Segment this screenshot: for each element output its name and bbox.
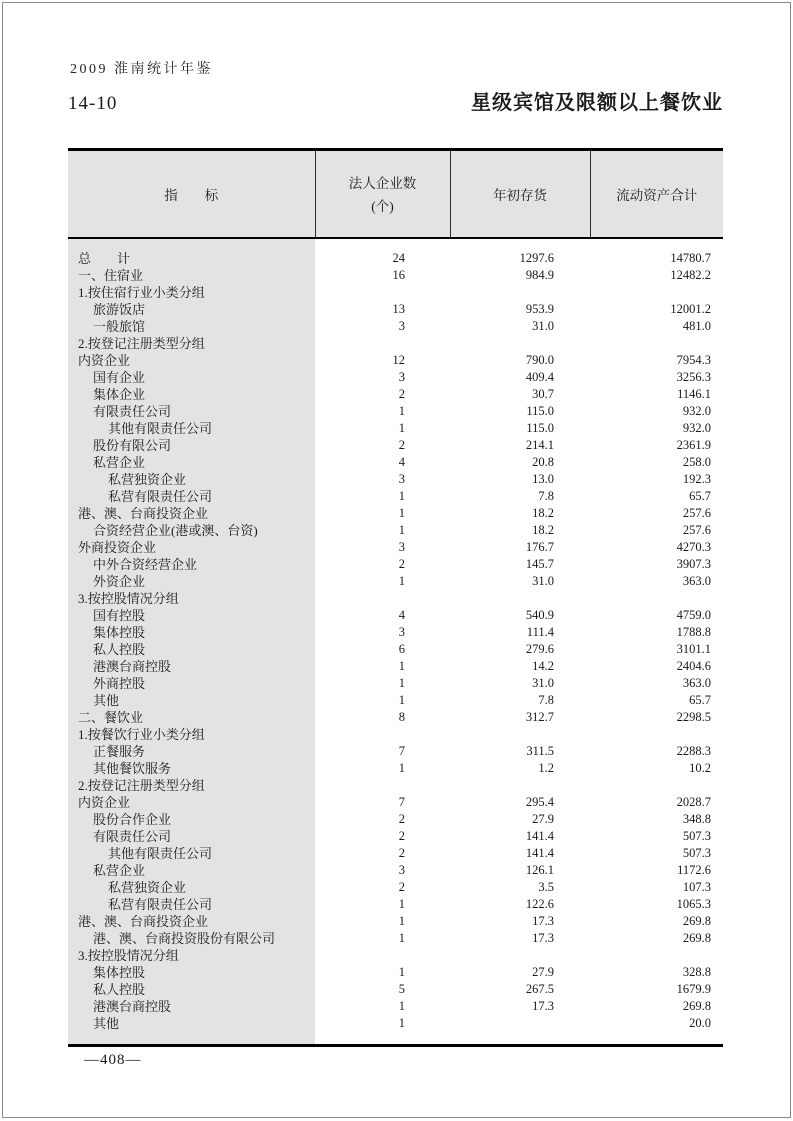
value-cell: 1: [398, 505, 405, 520]
value-cell: 481.0: [682, 318, 711, 333]
value-cell: 3: [398, 471, 405, 486]
value-cell: 65.7: [689, 692, 711, 707]
value-cell: [450, 284, 590, 301]
value-cell: 932.0: [682, 420, 711, 435]
table-row: [68, 930, 723, 947]
value-cell: 4759.0: [676, 607, 711, 622]
value-cell: 31.0: [532, 675, 554, 690]
value-cell: [450, 947, 590, 964]
indicator-cell: 国有控股: [68, 607, 315, 624]
value-cell: 790.0: [525, 352, 554, 367]
table-row: [68, 658, 723, 675]
column-header-indicator: 指 标: [68, 150, 315, 238]
value-cell: [450, 590, 590, 607]
value-cell: 7954.3: [676, 352, 711, 367]
value-cell: 1: [398, 522, 405, 537]
value-cell: 31.0: [532, 573, 554, 588]
table-row: [68, 794, 723, 811]
value-cell: 4: [398, 454, 405, 469]
table-row: [68, 590, 723, 607]
value-cell: 2: [398, 811, 405, 826]
column-header-enterprise-count-label: 法人企业数: [348, 176, 417, 192]
value-cell: 328.8: [682, 964, 711, 979]
value-cell: 2298.5: [676, 709, 711, 724]
value-cell: 1: [398, 760, 405, 775]
value-cell: 14780.7: [670, 250, 711, 265]
value-cell: 1: [398, 403, 405, 418]
value-cell: [450, 726, 590, 743]
value-cell: 312.7: [525, 709, 554, 724]
yearbook-title: 2009 淮南统计年鉴: [70, 62, 213, 77]
spacer-cell: [590, 238, 723, 250]
value-cell: 2288.3: [676, 743, 711, 758]
indicator-cell: 内资企业: [68, 794, 315, 811]
value-cell: 984.9: [525, 267, 554, 282]
indicator-cell: 其他有限责任公司: [68, 845, 315, 862]
table-row: [68, 607, 723, 624]
table-row: [68, 1015, 723, 1032]
value-cell: 27.9: [532, 964, 554, 979]
table-row: [68, 437, 723, 454]
value-cell: 267.5: [525, 981, 554, 996]
table-row: [68, 386, 723, 403]
indicator-cell: 二、餐饮业: [68, 709, 315, 726]
indicator-cell: 一、住宿业: [68, 267, 315, 284]
table-row: [68, 845, 723, 862]
value-cell: 3101.1: [676, 641, 711, 656]
value-cell: 5: [398, 981, 405, 996]
value-cell: 115.0: [526, 420, 554, 435]
spacer-cell: [450, 1032, 590, 1046]
value-cell: 257.6: [682, 505, 711, 520]
indicator-cell: 私营有限责任公司: [68, 896, 315, 913]
table-row: [68, 811, 723, 828]
value-cell: 279.6: [525, 641, 554, 656]
indicator-cell: 3.按控股情况分组: [68, 947, 315, 964]
indicator-cell: 集体企业: [68, 386, 315, 403]
value-cell: 1: [398, 488, 405, 503]
value-cell: [590, 726, 723, 743]
indicator-cell: 有限责任公司: [68, 828, 315, 845]
indicator-cell: 私营企业: [68, 862, 315, 879]
value-cell: 18.2: [532, 522, 554, 537]
column-header-enterprise-count-unit: (个): [371, 199, 394, 215]
value-cell: 1: [398, 675, 405, 690]
indicator-cell: 港澳台商控股: [68, 658, 315, 675]
value-cell: 3: [398, 369, 405, 384]
table-row: [68, 505, 723, 522]
value-cell: 126.1: [525, 862, 554, 877]
value-cell: [315, 590, 450, 607]
indicator-cell: 外资企业: [68, 573, 315, 590]
value-cell: 12001.2: [670, 301, 711, 316]
value-cell: 20.0: [689, 1015, 711, 1030]
value-cell: 540.9: [525, 607, 554, 622]
value-cell: 1: [398, 658, 405, 673]
indicator-cell: 3.按控股情况分组: [68, 590, 315, 607]
value-cell: [315, 335, 450, 352]
indicator-cell: 总 计: [68, 250, 315, 267]
spacer-cell: [450, 238, 590, 250]
table-row: [68, 624, 723, 641]
indicator-cell: 其他: [68, 1015, 315, 1032]
value-cell: 3907.3: [676, 556, 711, 571]
indicator-cell: 港、澳、台商投资企业: [68, 913, 315, 930]
spacer-cell: [315, 238, 450, 250]
value-cell: [315, 947, 450, 964]
spacer-cell: [315, 1032, 450, 1046]
value-cell: 2404.6: [676, 658, 711, 673]
indicator-cell: 私人控股: [68, 981, 315, 998]
indicator-cell: 旅游饭店: [68, 301, 315, 318]
spacer-cell: [68, 238, 315, 250]
value-cell: 3: [398, 539, 405, 554]
value-cell: 27.9: [532, 811, 554, 826]
value-cell: 8: [398, 709, 405, 724]
value-cell: 107.3: [682, 879, 711, 894]
value-cell: [450, 777, 590, 794]
table-row: [68, 369, 723, 386]
page-title: 星级宾馆及限额以上餐饮业: [471, 92, 723, 114]
value-cell: 2: [398, 556, 405, 571]
value-cell: 2: [398, 845, 405, 860]
value-cell: 953.9: [525, 301, 554, 316]
column-header-inventory: 年初存货: [450, 150, 590, 238]
table-row: [68, 947, 723, 964]
table-row: [68, 488, 723, 505]
indicator-cell: 中外合资经营企业: [68, 556, 315, 573]
indicator-cell: 港、澳、台商投资股份有限公司: [68, 930, 315, 947]
value-cell: 295.4: [525, 794, 554, 809]
indicator-cell: 私营独资企业: [68, 471, 315, 488]
value-cell: 932.0: [682, 403, 711, 418]
value-cell: 13: [392, 301, 405, 316]
value-cell: 30.7: [532, 386, 554, 401]
indicator-cell: 有限责任公司: [68, 403, 315, 420]
value-cell: 12: [392, 352, 405, 367]
indicator-cell: 私营独资企业: [68, 879, 315, 896]
value-cell: 141.4: [525, 828, 554, 843]
table-row: [68, 301, 723, 318]
table-row: [68, 284, 723, 301]
value-cell: 192.3: [682, 471, 711, 486]
value-cell: 507.3: [682, 828, 711, 843]
value-cell: 269.8: [682, 998, 711, 1013]
spacer-cell: [68, 1032, 315, 1046]
value-cell: 1: [398, 913, 405, 928]
value-cell: 17.3: [532, 913, 554, 928]
indicator-cell: 一般旅馆: [68, 318, 315, 335]
indicator-cell: 股份合作企业: [68, 811, 315, 828]
page-number: —408—: [84, 1052, 142, 1068]
value-cell: [450, 335, 590, 352]
table-row: [68, 743, 723, 760]
value-cell: 3: [398, 862, 405, 877]
value-cell: 65.7: [689, 488, 711, 503]
table-row: [68, 352, 723, 369]
indicator-cell: 其他有限责任公司: [68, 420, 315, 437]
value-cell: 20.8: [532, 454, 554, 469]
value-cell: 2028.7: [676, 794, 711, 809]
value-cell: 507.3: [682, 845, 711, 860]
value-cell: 115.0: [526, 403, 554, 418]
value-cell: 269.8: [682, 913, 711, 928]
value-cell: [590, 947, 723, 964]
value-cell: 1065.3: [676, 896, 711, 911]
table-row: [68, 879, 723, 896]
value-cell: 7: [398, 743, 405, 758]
table-row: [68, 998, 723, 1015]
column-header-enterprise-count: [315, 150, 450, 238]
value-cell: 3256.3: [676, 369, 711, 384]
table-row: [68, 267, 723, 284]
indicator-cell: 股份有限公司: [68, 437, 315, 454]
value-cell: 1297.6: [519, 250, 554, 265]
table-row: [68, 556, 723, 573]
value-cell: 1.2: [538, 760, 554, 775]
value-cell: [315, 777, 450, 794]
table-body: [68, 238, 723, 1046]
value-cell: 2: [398, 879, 405, 894]
value-cell: 348.8: [682, 811, 711, 826]
indicator-cell: 1.按住宿行业小类分组: [68, 284, 315, 301]
value-cell: 1: [398, 692, 405, 707]
value-cell: 1: [398, 964, 405, 979]
value-cell: [590, 335, 723, 352]
indicator-cell: 其他餐饮服务: [68, 760, 315, 777]
table-row: [68, 692, 723, 709]
table-row: [68, 760, 723, 777]
table-row: [68, 335, 723, 352]
table-header: [68, 150, 723, 238]
column-header-current-assets: 流动资产合计: [590, 150, 723, 238]
value-cell: [590, 590, 723, 607]
indicator-cell: 私营有限责任公司: [68, 488, 315, 505]
indicator-cell: 外商控股: [68, 675, 315, 692]
value-cell: 257.6: [682, 522, 711, 537]
indicator-cell: 2.按登记注册类型分组: [68, 777, 315, 794]
indicator-cell: 外商投资企业: [68, 539, 315, 556]
value-cell: 10.2: [689, 760, 711, 775]
table-row: [68, 471, 723, 488]
value-cell: 363.0: [682, 573, 711, 588]
value-cell: 3: [398, 624, 405, 639]
indicator-cell: 集体控股: [68, 964, 315, 981]
table-title-row: [68, 86, 723, 115]
table-row: [68, 675, 723, 692]
value-cell: 1: [398, 896, 405, 911]
indicator-cell: 私人控股: [68, 641, 315, 658]
value-cell: 141.4: [525, 845, 554, 860]
table-row: [68, 403, 723, 420]
indicator-cell: 其他: [68, 692, 315, 709]
value-cell: 4: [398, 607, 405, 622]
value-cell: 3.5: [538, 879, 554, 894]
value-cell: 17.3: [532, 998, 554, 1013]
value-cell: 7: [398, 794, 405, 809]
value-cell: 3: [398, 318, 405, 333]
value-cell: [590, 777, 723, 794]
value-cell: 7.8: [538, 692, 554, 707]
value-cell: 18.2: [532, 505, 554, 520]
table-row: [68, 709, 723, 726]
value-cell: 1172.6: [677, 862, 711, 877]
indicator-cell: 港、澳、台商投资企业: [68, 505, 315, 522]
table-row: [68, 420, 723, 437]
value-cell: 1: [398, 1015, 405, 1030]
table-number: 14-10: [68, 93, 118, 114]
value-cell: 24: [392, 250, 405, 265]
value-cell: 409.4: [525, 369, 554, 384]
table-row: [68, 777, 723, 794]
value-cell: 122.6: [525, 896, 554, 911]
value-cell: 17.3: [532, 930, 554, 945]
value-cell: 214.1: [525, 437, 554, 452]
value-cell: 13.0: [532, 471, 554, 486]
indicator-cell: 国有企业: [68, 369, 315, 386]
value-cell: 2361.9: [676, 437, 711, 452]
indicator-cell: 1.按餐饮行业小类分组: [68, 726, 315, 743]
table-row: [68, 896, 723, 913]
indicator-cell: 2.按登记注册类型分组: [68, 335, 315, 352]
spacer-row: [68, 1032, 723, 1046]
header-row: [68, 150, 723, 238]
indicator-cell: 私营企业: [68, 454, 315, 471]
value-cell: 14.2: [532, 658, 554, 673]
value-cell: 6: [398, 641, 405, 656]
table-row: [68, 964, 723, 981]
value-cell: 12482.2: [670, 267, 711, 282]
table-row: [68, 573, 723, 590]
value-cell: [590, 284, 723, 301]
value-cell: 1146.1: [677, 386, 711, 401]
table-row: [68, 318, 723, 335]
table-row: [68, 539, 723, 556]
table-row: [68, 641, 723, 658]
table-row: [68, 522, 723, 539]
table-row: [68, 726, 723, 743]
value-cell: 1: [398, 998, 405, 1013]
value-cell: 176.7: [525, 539, 554, 554]
spacer-cell: [590, 1032, 723, 1046]
value-cell: 258.0: [682, 454, 711, 469]
value-cell: 1788.8: [676, 624, 711, 639]
value-cell: 311.5: [526, 743, 554, 758]
value-cell: 269.8: [682, 930, 711, 945]
value-cell: 16: [392, 267, 405, 282]
value-cell: 1679.9: [676, 981, 711, 996]
value-cell: 4270.3: [676, 539, 711, 554]
value-cell: [315, 284, 450, 301]
spacer-row: [68, 238, 723, 250]
table-row: [68, 454, 723, 471]
value-cell: [450, 1015, 590, 1032]
value-cell: 31.0: [532, 318, 554, 333]
value-cell: [315, 726, 450, 743]
value-cell: 363.0: [682, 675, 711, 690]
value-cell: 1: [398, 573, 405, 588]
table-row: [68, 862, 723, 879]
indicator-cell: 内资企业: [68, 352, 315, 369]
indicator-cell: 合资经营企业(港或澳、台资): [68, 522, 315, 539]
value-cell: 1: [398, 930, 405, 945]
statistics-table: [68, 148, 723, 1047]
value-cell: 2: [398, 386, 405, 401]
value-cell: 7.8: [538, 488, 554, 503]
value-cell: 1: [398, 420, 405, 435]
table-row: [68, 250, 723, 267]
indicator-cell: 港澳台商控股: [68, 998, 315, 1015]
value-cell: 145.7: [525, 556, 554, 571]
value-cell: 2: [398, 437, 405, 452]
indicator-cell: 集体控股: [68, 624, 315, 641]
table-row: [68, 828, 723, 845]
table-row: [68, 913, 723, 930]
value-cell: 111.4: [526, 624, 554, 639]
value-cell: 2: [398, 828, 405, 843]
table-row: [68, 981, 723, 998]
indicator-cell: 正餐服务: [68, 743, 315, 760]
